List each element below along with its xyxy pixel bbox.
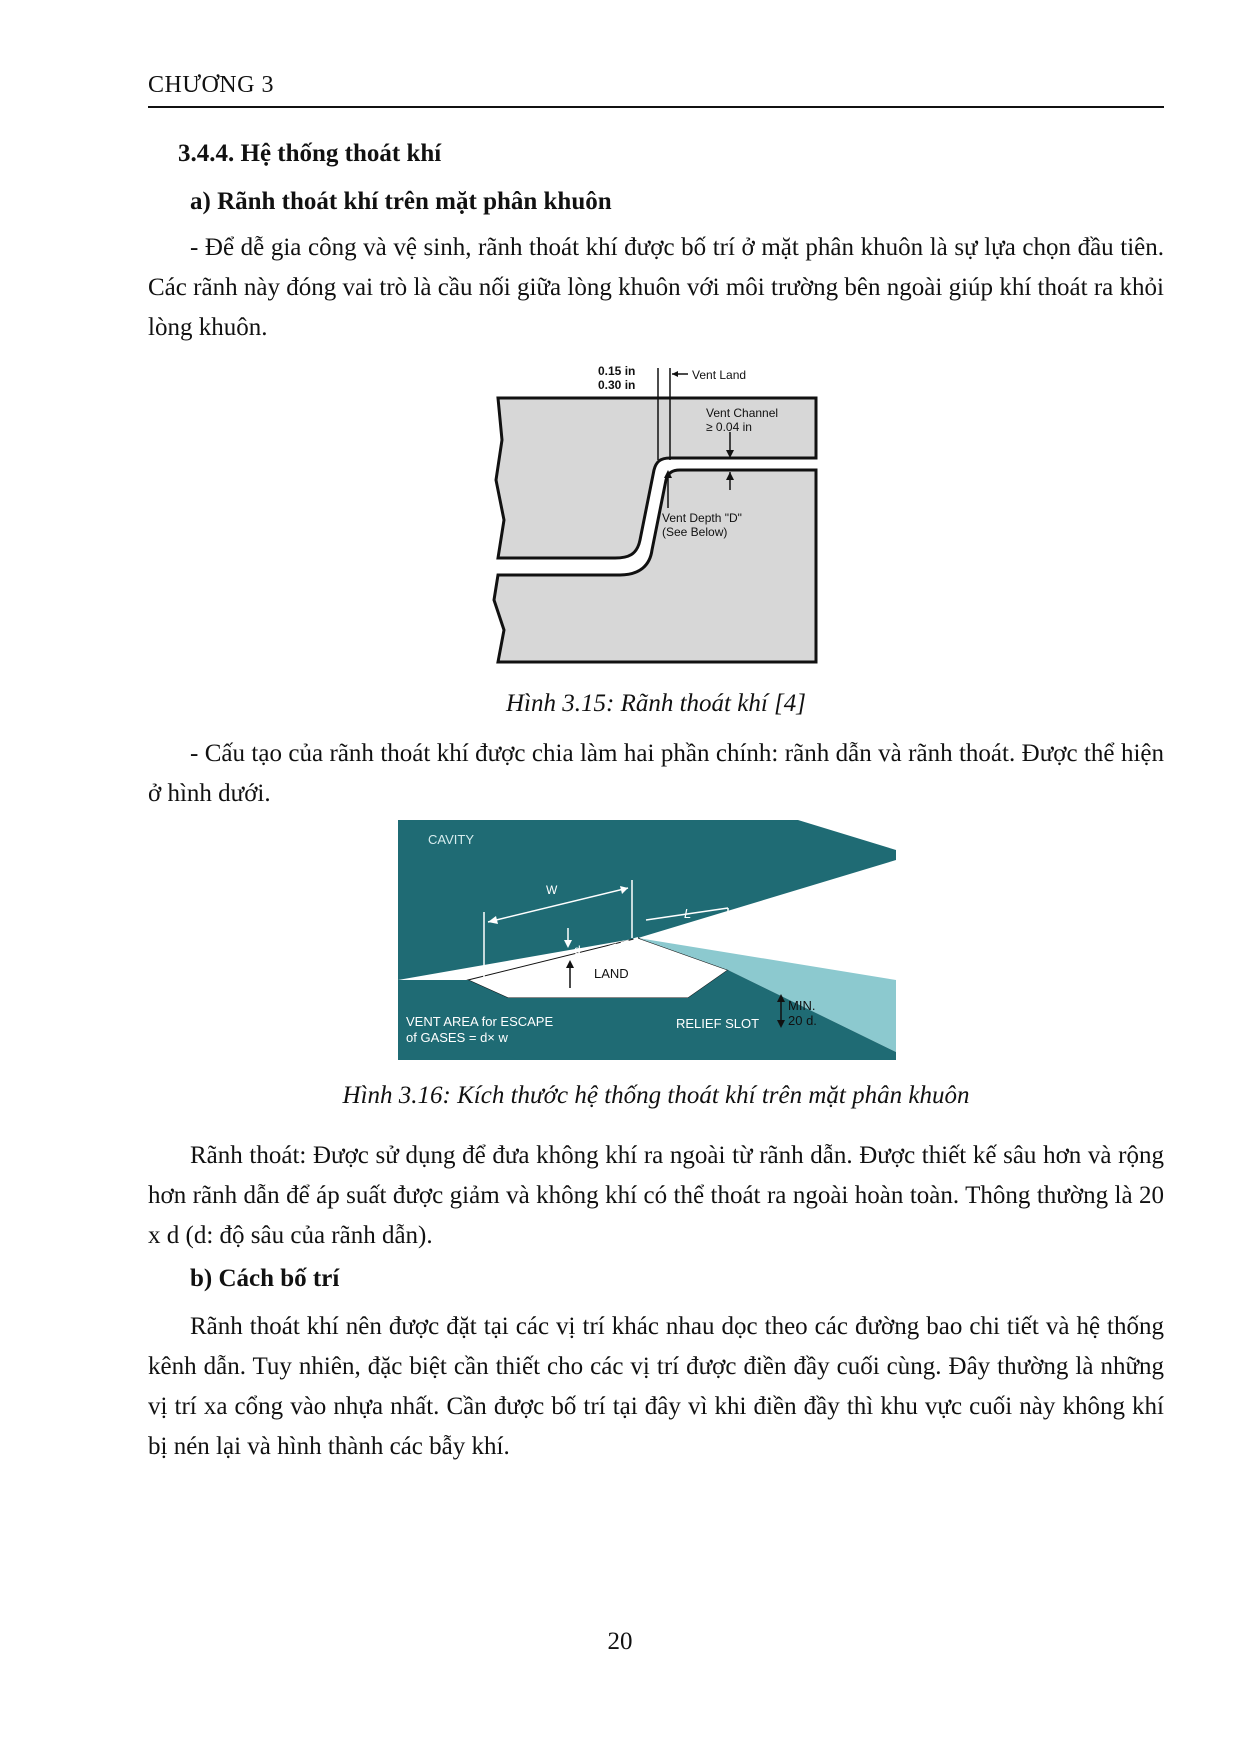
label-vent-channel: Vent Channel: [706, 406, 779, 420]
label-l: L: [684, 906, 692, 921]
subsection-b-title: b) Cách bố trí: [190, 1265, 340, 1292]
label-min-value: 20 d.: [788, 1013, 817, 1028]
paragraph-3: Rãnh thoát: Được sử dụng để đưa không khí ra ngoài từ rãnh dẫn. Được thiết kế sâu hơn và rộng hơn rãnh dẫn để áp suất được giảm và không khí có thể thoát ra ngoài hoàn toàn. Thông thường là 20 x d (d: độ sâu của rãnh dẫn).: [148, 1142, 1164, 1249]
paragraph-1: - Để dễ gia công và vệ sinh, rãnh thoát khí được bố trí ở mặt phân khuôn là sự lựa chọn đầu tiên. Các rãnh này đóng vai trò là cầu nối giữa lòng khuôn với môi trường bên ngoài giúp khí thoát ra khỏi lòng khuôn.: [148, 234, 1164, 341]
figure-vent-diagram: [490, 360, 830, 670]
label-vent-area-2: of GASES = d× w: [406, 1030, 508, 1045]
label-see-below: (See Below): [662, 525, 728, 539]
label-d: d: [574, 943, 581, 957]
label-vent-area-1: VENT AREA for ESCAPE: [406, 1014, 554, 1029]
page-number: 20: [607, 1628, 633, 1655]
label-width-bottom: 0.30 in: [598, 378, 636, 392]
figure-vent-dimensions: [398, 820, 896, 1060]
section-title: 3.4.4. Hệ thống thoát khí: [178, 140, 442, 167]
figure-1-caption: Hình 3.15: Rãnh thoát khí [4]: [506, 690, 806, 717]
label-min: MIN.: [788, 998, 816, 1013]
label-w: W: [546, 883, 558, 897]
label-relief-slot: RELIEF SLOT: [676, 1016, 760, 1031]
label-cavity: CAVITY: [428, 832, 474, 847]
header-rule: [148, 106, 1164, 108]
label-vent-land: Vent Land: [692, 368, 747, 382]
label-width-top: 0.15 in: [598, 364, 636, 378]
subsection-a-title: a) Rãnh thoát khí trên mặt phân khuôn: [190, 188, 612, 215]
label-vent-depth: Vent Depth "D": [662, 511, 742, 525]
figure-2-caption: Hình 3.16: Kích thước hệ thống thoát khí trên mặt phân khuôn: [342, 1082, 970, 1109]
label-land: LAND: [594, 966, 629, 981]
paragraph-4: Rãnh thoát khí nên được đặt tại các vị trí khác nhau dọc theo các đường bao chi tiết và hệ thống kênh dẫn. Tuy nhiên, đặc biệt cần thiết cho các vị trí được điền đầy cuối cùng. Đây thường là những vị trí xa cổng vào nhựa nhất. Cần được bố trí tại đây vì khi điền đầy thì khu vực cuối này không khí bị nén lại và hình thành các bẫy khí.: [148, 1313, 1164, 1460]
label-vent-channel-dim: ≥ 0.04 in: [706, 420, 752, 434]
paragraph-2: - Cấu tạo của rãnh thoát khí được chia làm hai phần chính: rãnh dẫn và rãnh thoát. Được thể hiện ở hình dưới.: [148, 740, 1164, 807]
chapter-header: CHƯƠNG 3: [148, 72, 274, 98]
